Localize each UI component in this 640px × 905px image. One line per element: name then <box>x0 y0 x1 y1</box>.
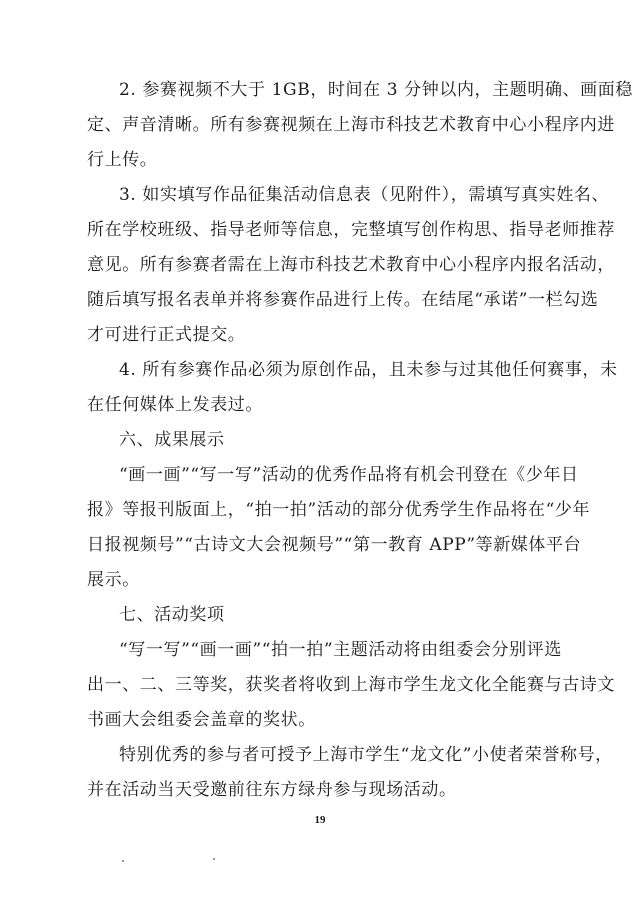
paragraph-line: “画一画”“写一写”活动的优秀作品将有机会刊登在《少年日 <box>119 465 579 485</box>
paragraph-line: 4. 所有参赛作品必须为原创作品，且未参与过其他任何赛事，未 <box>119 360 618 380</box>
paragraph-line: 并在活动当天受邀前往东方绿舟参与现场活动。 <box>87 780 457 800</box>
scan-speck <box>213 858 215 860</box>
paragraph-line: “写一写”“画一画”“拍一拍”主题活动将由组委会分别评选 <box>119 640 562 660</box>
paragraph-line: 所在学校班级、指导老师等信息，完整填写创作构思、指导老师推荐 <box>87 220 615 240</box>
paragraph-line: 随后填写报名表单并将参赛作品进行上传。在结尾“承诺”一栏勾选 <box>87 290 599 310</box>
section-heading: 六、成果展示 <box>119 430 225 450</box>
paragraph-line: 意见。所有参赛者需在上海市科技艺术教育中心小程序内报名活动， <box>87 255 615 275</box>
paragraph-line: 出一、二、三等奖，获奖者将收到上海市学生龙文化全能赛与古诗文 <box>87 675 615 695</box>
paragraph-line: 特别优秀的参与者可授予上海市学生“龙文化”小使者荣誉称号， <box>119 745 613 765</box>
paragraph-line: 才可进行正式提交。 <box>87 325 246 345</box>
page-number: 19 <box>314 814 326 826</box>
paragraph-line: 书画大会组委会盖章的奖状。 <box>87 710 316 730</box>
paragraph-line: 行上传。 <box>87 150 158 170</box>
paragraph-line: 定、声音清晰。所有参赛视频在上海市科技艺术教育中心小程序内进 <box>87 115 615 135</box>
section-heading: 七、活动奖项 <box>119 605 225 625</box>
paragraph-line: 3. 如实填写作品征集活动信息表（见附件），需填写真实姓名、 <box>119 185 610 205</box>
paragraph-line: 在任何媒体上发表过。 <box>87 395 263 415</box>
paragraph-line: 报》等报刊版面上，“拍一拍”活动的部分优秀学生作品将在“少年 <box>87 500 591 520</box>
scan-speck <box>122 860 124 862</box>
paragraph-line: 展示。 <box>87 570 140 590</box>
paragraph-line: 日报视频号”“古诗文大会视频号”“第一教育 APP”等新媒体平台 <box>87 535 582 555</box>
paragraph-line: 2. 参赛视频不大于 1GB，时间在 3 分钟以内，主题明确、画面稳 <box>119 80 633 100</box>
